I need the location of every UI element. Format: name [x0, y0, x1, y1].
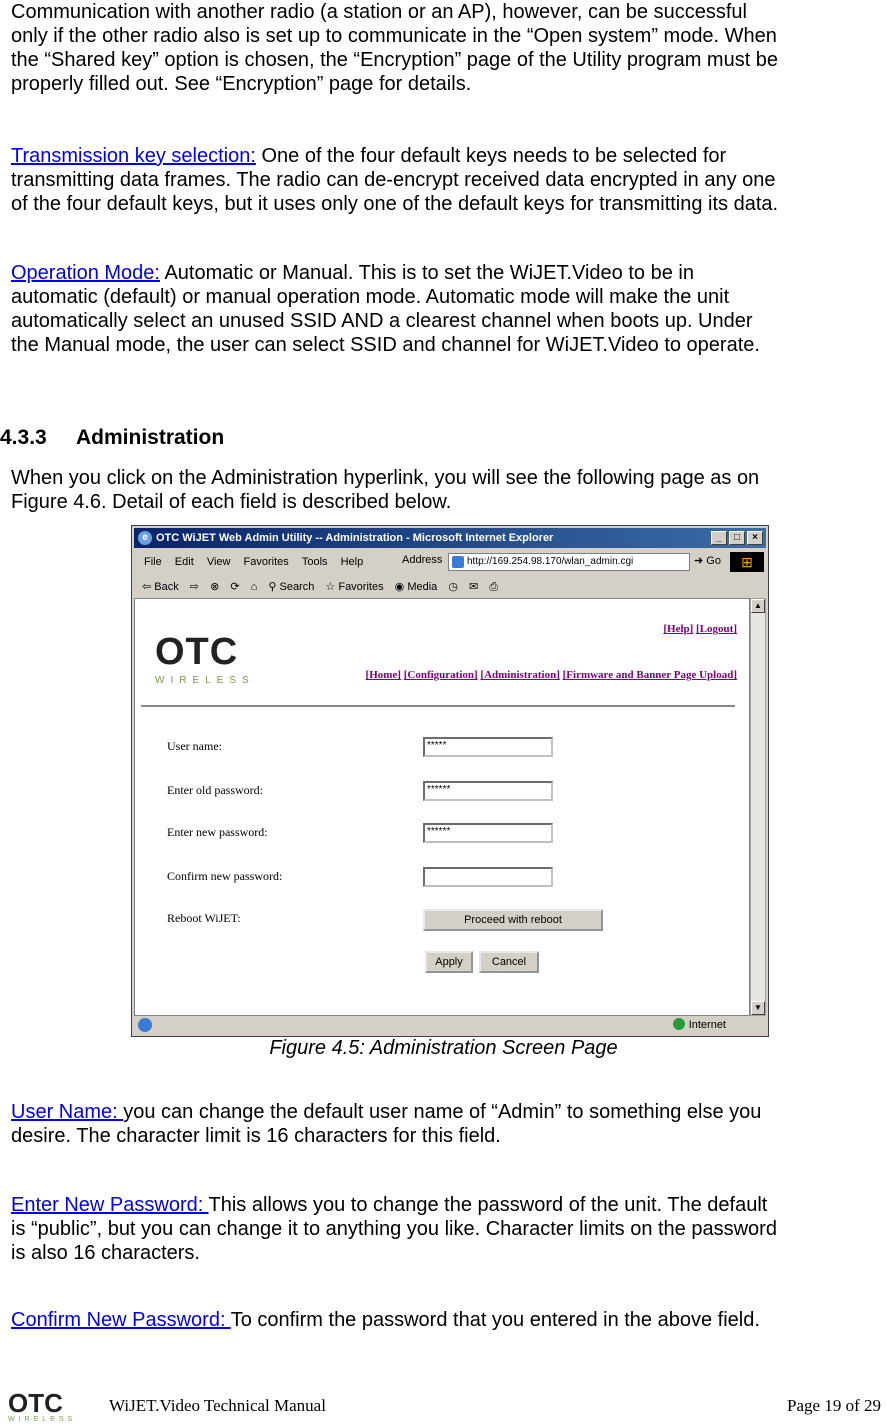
logout-link[interactable]: [Logout]: [696, 623, 737, 635]
menu-favorites[interactable]: Favorites: [243, 556, 289, 568]
stop-icon[interactable]: ⊗: [210, 581, 220, 593]
operation-mode-line: automatic (default) or manual operation mode. Automatic mode will make the unit: [11, 286, 730, 308]
browser-toolbar: [134, 576, 766, 598]
menu-edit[interactable]: Edit: [174, 556, 194, 568]
section-intro-paragraph: [11, 466, 887, 514]
section-intro-line: Figure 4.6. Detail of each field is described below.: [11, 491, 452, 513]
close-icon[interactable]: ×: [747, 531, 763, 545]
reboot-button[interactable]: Proceed with reboot: [423, 909, 603, 931]
nav-home-link[interactable]: [Home]: [365, 669, 401, 681]
go-arrow-icon: ➜: [694, 555, 704, 567]
page-icon: [452, 556, 464, 568]
divider: [141, 705, 735, 707]
new-password-line: is “public”, but you can change it to anything you like. Character limits on the password: [11, 1218, 777, 1240]
intro-line: properly filled out. See “Encryption” page for details.: [11, 73, 472, 95]
home-icon[interactable]: ⌂: [250, 581, 258, 593]
confirm-password-input[interactable]: [423, 867, 553, 887]
intro-line: the “Shared key” option is chosen, the “Encryption” page of the Utility program must be: [11, 49, 779, 71]
menu-help[interactable]: Help: [340, 556, 364, 568]
address-value: http://169.254.98.170/wlan_admin.cgi: [467, 556, 634, 567]
browser-window-figure: [131, 525, 769, 1037]
intro-line: Communication with another radio (a station or an AP), however, can be successful: [11, 1, 747, 23]
window-title: OTC WiJET Web Admin Utility -- Administration - Microsoft Internet Explorer: [156, 532, 554, 544]
page-footer: [0, 1386, 887, 1428]
menu-file[interactable]: File: [144, 556, 162, 568]
section-number: 4.3.3: [0, 426, 47, 449]
address-label: Address: [402, 554, 443, 566]
new-password-text: This allows you to change the password of the unit. The default: [208, 1194, 768, 1216]
print-icon[interactable]: ⎙: [489, 581, 499, 593]
section-heading: [0, 426, 224, 450]
ie-icon: e: [138, 531, 152, 545]
refresh-icon[interactable]: ⟳: [230, 581, 240, 593]
old-password-label: Enter old password:: [167, 783, 263, 797]
footer-logo-text: OTC: [8, 1388, 63, 1418]
maximize-icon[interactable]: □: [729, 531, 745, 545]
go-button[interactable]: [694, 554, 721, 567]
otc-logo-text: OTC: [155, 631, 239, 673]
user-name-label: User name:: [167, 739, 222, 753]
transmission-key-text: One of the four default keys needs to be selected for: [255, 145, 727, 167]
media-button[interactable]: [395, 576, 438, 598]
operation-mode-text: Automatic or Manual. This is to set the WiJET.Video to be in: [159, 262, 694, 284]
intro-paragraph: [11, 0, 887, 96]
forward-button[interactable]: ⇨: [189, 581, 200, 593]
section-intro-line: When you click on the Administration hyperlink, you will see the following page as on: [11, 467, 760, 489]
menu-tools[interactable]: Tools: [301, 556, 328, 568]
scroll-down-icon[interactable]: ▼: [751, 1001, 765, 1015]
figure-caption: Figure 4.5: Administration Screen Page: [269, 1037, 618, 1059]
confirm-password-paragraph: [11, 1308, 887, 1332]
new-password-input[interactable]: ******: [423, 823, 553, 843]
transmission-key-term[interactable]: Transmission key selection:: [11, 145, 256, 167]
user-name-line: desire. The character limit is 16 characters for this field.: [11, 1125, 501, 1147]
cancel-button[interactable]: Cancel: [479, 951, 539, 973]
media-icon: ◉: [394, 581, 405, 593]
transmission-key-line: transmitting data frames. The radio can de-encrypt received data encrypted in any one: [11, 169, 776, 191]
nav-administration-link[interactable]: [Administration]: [480, 669, 560, 681]
history-icon[interactable]: ◷: [448, 581, 458, 593]
user-name-input[interactable]: *****: [423, 737, 553, 757]
footer-manual-title: WiJET.Video Technical Manual: [109, 1396, 326, 1415]
status-page-icon: [138, 1018, 152, 1032]
windows-logo-icon: ⊞: [730, 552, 764, 572]
new-password-label: Enter new password:: [167, 825, 268, 839]
new-password-line: is also 16 characters.: [11, 1242, 200, 1264]
operation-mode-paragraph: [11, 261, 887, 357]
favorites-label: Favorites: [338, 581, 384, 593]
nav-configuration-link[interactable]: [Configuration]: [403, 669, 478, 681]
operation-mode-term[interactable]: Operation Mode:: [11, 262, 160, 284]
user-name-text: you can change the default user name of “Admin” to something else you: [123, 1101, 762, 1123]
help-links: [663, 623, 737, 635]
scroll-up-icon[interactable]: ▲: [751, 599, 765, 613]
transmission-key-line: of the four default keys, but it uses only one of the default keys for transmitting its data.: [11, 193, 779, 215]
reboot-label: Reboot WiJET:: [167, 911, 241, 925]
nav-links: [366, 669, 737, 681]
security-zone: [673, 1016, 726, 1034]
window-titlebar: [134, 528, 766, 548]
help-link[interactable]: [Help]: [663, 623, 694, 635]
otc-logo: [155, 633, 255, 686]
browser-content: [134, 598, 750, 1016]
nav-firmware-link[interactable]: [Firmware and Banner Page Upload]: [562, 669, 737, 681]
otc-logo-subtext: WIRELESS: [155, 675, 255, 686]
star-icon: ☆: [325, 581, 336, 593]
search-icon: ⚲: [268, 581, 277, 593]
address-input[interactable]: [448, 553, 690, 571]
globe-icon: [673, 1018, 685, 1030]
footer-logo-subtext: WIRELESS: [8, 1416, 77, 1423]
old-password-input[interactable]: ******: [423, 781, 553, 801]
search-label: Search: [279, 581, 315, 593]
go-label: Go: [706, 555, 721, 567]
operation-mode-line: automatically select an unused SSID AND a clearest channel when boots up. Under: [11, 310, 753, 332]
apply-button[interactable]: Apply: [425, 951, 473, 973]
zone-label: Internet: [688, 1019, 726, 1031]
user-name-term[interactable]: User Name:: [11, 1101, 124, 1123]
intro-line: only if the other radio also is set up to communicate in the “Open system” mode. When: [11, 25, 777, 47]
new-password-term[interactable]: Enter New Password:: [11, 1194, 209, 1216]
favorites-button[interactable]: [325, 576, 383, 598]
search-button[interactable]: [268, 576, 314, 598]
status-bar: [134, 1016, 766, 1034]
confirm-password-text: To confirm the password that you entered in the above field.: [230, 1309, 760, 1331]
footer-page-number: Page 19 of 29: [787, 1396, 881, 1415]
vertical-scrollbar[interactable]: [750, 598, 766, 1016]
media-label: Media: [407, 581, 438, 593]
transmission-key-paragraph: [11, 144, 887, 216]
user-name-paragraph: [11, 1100, 887, 1148]
section-title: Administration: [76, 426, 225, 449]
footer-logo: [8, 1390, 84, 1423]
back-button[interactable]: ⇦ Back: [142, 581, 179, 593]
mail-icon[interactable]: ✉: [469, 581, 479, 593]
menu-view[interactable]: View: [206, 556, 231, 568]
confirm-password-term[interactable]: Confirm New Password:: [11, 1309, 231, 1331]
confirm-password-label: Confirm new password:: [167, 869, 283, 883]
new-password-paragraph: [11, 1193, 887, 1265]
operation-mode-line: the Manual mode, the user can select SSID and channel for WiJET.Video to operate.: [11, 334, 760, 356]
minimize-icon[interactable]: _: [711, 531, 727, 545]
